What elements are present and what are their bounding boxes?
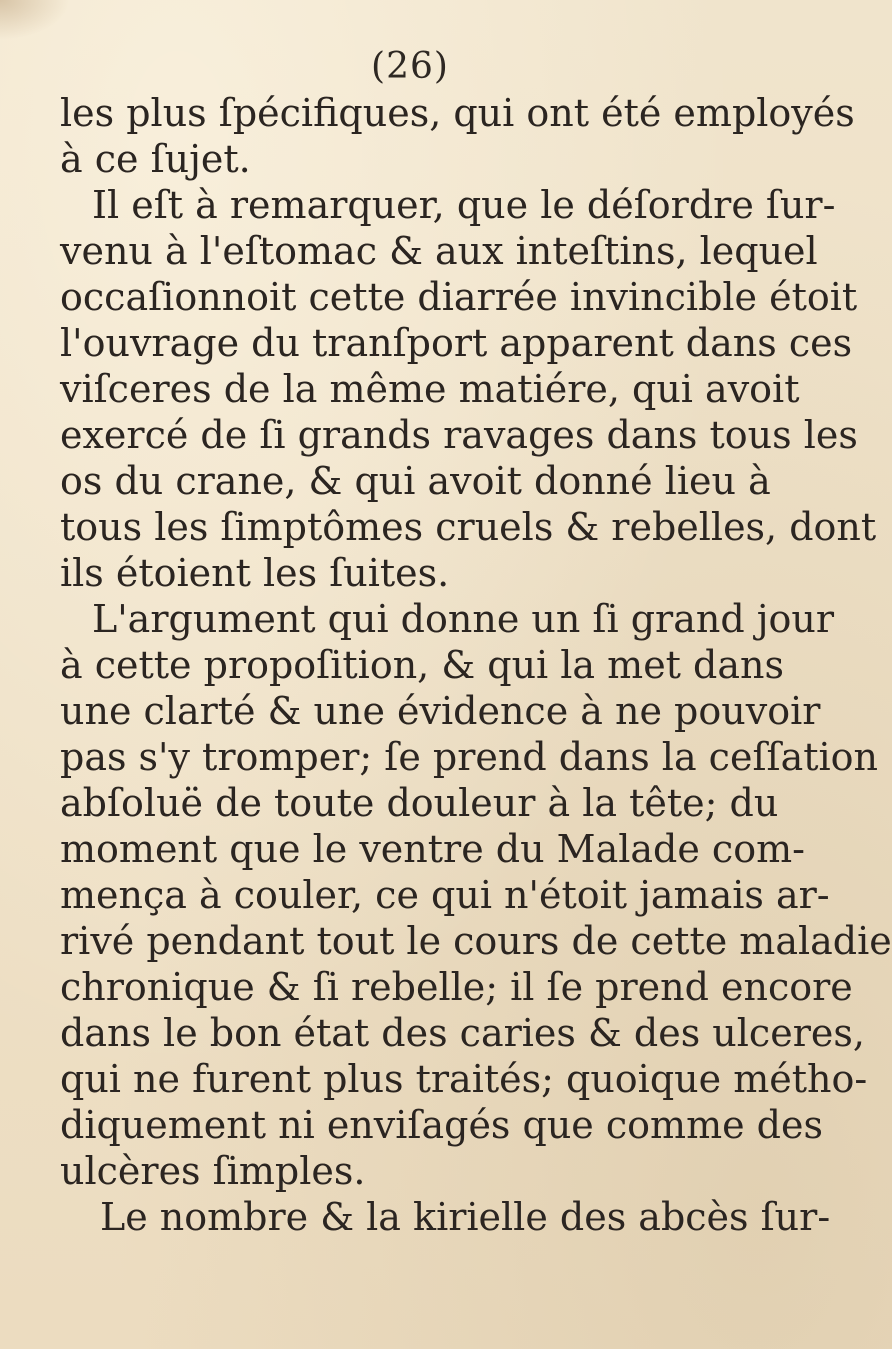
text-line: moment que le ventre du Malade com- bbox=[60, 827, 805, 871]
page-number: (26) bbox=[371, 46, 449, 87]
text-line: mença à couler, ce qui n'étoit jamais ar- bbox=[60, 873, 830, 917]
paragraph-start-line: L'argument qui donne un ſi grand jour bbox=[92, 597, 835, 641]
text-line: chronique & ſi rebelle; il ſe prend encore bbox=[60, 965, 853, 1009]
text-line: dans le bon état des caries & des ulceres, bbox=[60, 1011, 865, 1055]
text-line: ils étoient les ſuites. bbox=[60, 551, 450, 595]
body-text bbox=[60, 90, 892, 1240]
text-line: à cette propoſition, & qui la met dans bbox=[60, 643, 784, 687]
text-line: à ce ſujet. bbox=[60, 137, 251, 181]
text-line: os du crane, & qui avoit donné lieu à bbox=[60, 459, 771, 503]
text-line: l'ouvrage du tranſport apparent dans ces bbox=[60, 321, 853, 365]
text-line: viſceres de la même matiére, qui avoit bbox=[60, 367, 800, 411]
text-line: abſoluë de toute douleur à la tête; du bbox=[60, 781, 779, 825]
text-line: qui ne furent plus traités; quoique métho- bbox=[60, 1057, 868, 1101]
paragraph-start-line: Le nombre & la kirielle des abcès ſur- bbox=[100, 1195, 831, 1239]
text-line: tous les ſimptômes cruels & rebelles, dont bbox=[60, 505, 877, 549]
page-stain bbox=[0, 0, 70, 40]
text-line: occaſionnoit cette diarrée invincible étoit bbox=[60, 275, 858, 319]
text-line: ulcères ſimples. bbox=[60, 1149, 366, 1193]
text-line: exercé de ſi grands ravages dans tous les bbox=[60, 413, 858, 457]
text-line: rivé pendant tout le cours de cette maladie bbox=[60, 919, 892, 963]
text-line: pas s'y tromper; ſe prend dans la ceſſation bbox=[60, 735, 879, 779]
text-line: une clarté & une évidence à ne pouvoir bbox=[60, 689, 821, 733]
text-line: les plus ſpécifiques, qui ont été employés bbox=[60, 91, 855, 135]
paragraph-start-line: Il eſt à remarquer, que le déſordre ſur- bbox=[92, 183, 836, 227]
text-line: venu à l'eſtomac & aux inteſtins, lequel bbox=[60, 229, 818, 273]
text-line: diquement ni enviſagés que comme des bbox=[60, 1103, 823, 1147]
